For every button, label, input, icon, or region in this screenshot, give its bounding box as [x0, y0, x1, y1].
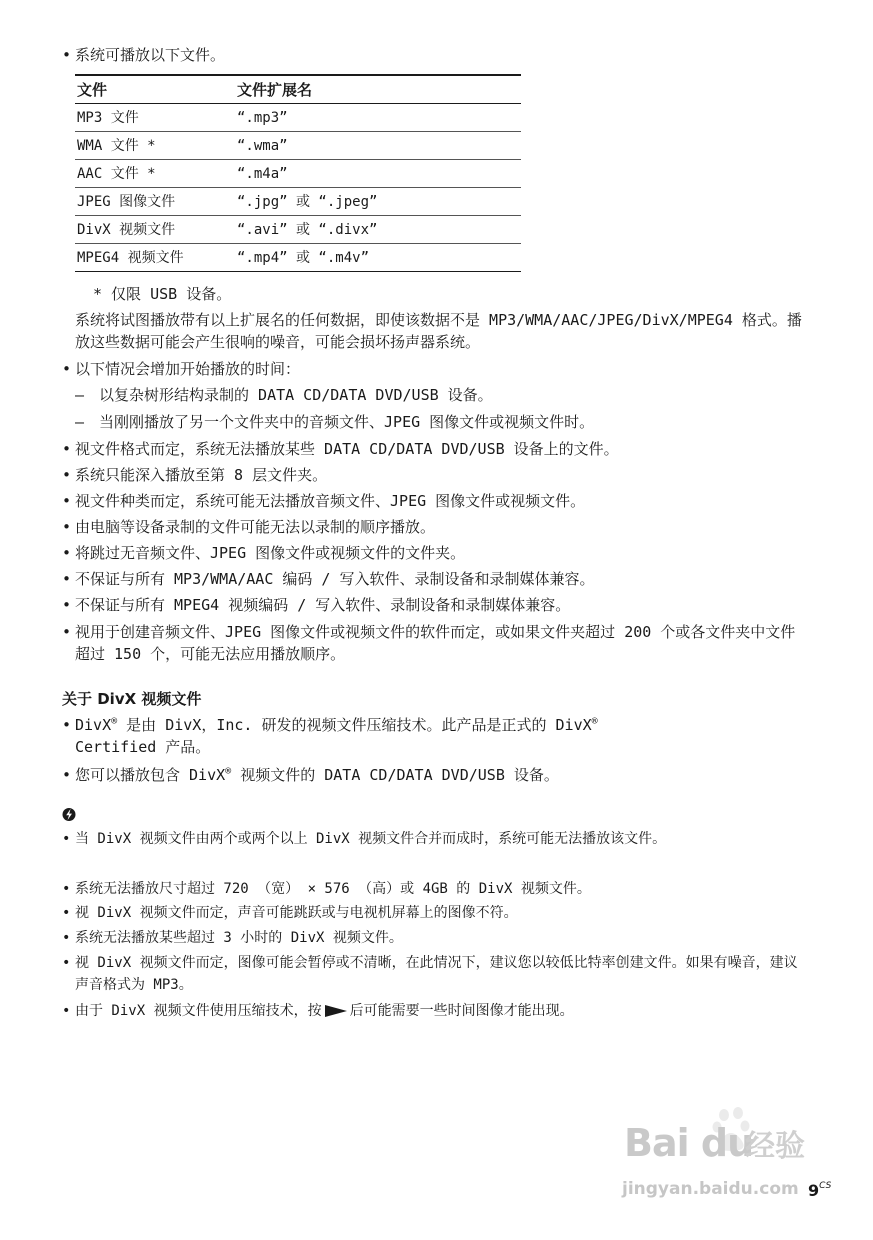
watermark-brand-cn: 经验: [745, 1129, 805, 1164]
table-row: [75, 188, 521, 216]
table-cell-file: JPEG 图像文件: [75, 188, 235, 216]
table-cell-extension: “.wma”: [235, 132, 521, 160]
tip-lightning-icon: [62, 806, 76, 822]
table-footnote: * 仅限 USB 设备。: [93, 285, 232, 303]
table-row: [75, 132, 521, 160]
bullet-item: • 系统只能深入播放至第 8 层文件夹。: [62, 464, 802, 486]
table-cell-extension: “.mp3”: [235, 104, 521, 132]
table-cell-extension: “.avi” 或 “.divx”: [235, 216, 521, 244]
tip-item: • 系统无法播放尺寸超过 720 （宽） × 576 （高）或 4GB 的 DivX 视频文件。: [62, 878, 802, 900]
registered-mark: ®: [225, 766, 232, 777]
bullet-item: • 不保证与所有 MP3/WMA/AAC 编码 / 写入软件、录制设备和录制媒体兼容。: [62, 568, 802, 590]
tip-item: • 系统无法播放某些超过 3 小时的 DivX 视频文件。: [62, 927, 802, 949]
table-header-row: [75, 75, 521, 104]
bullet-item: • 视用于创建音频文件、JPEG 图像文件或视频文件的软件而定，或如果文件夹超过 200 个或各文件夹中文件超过 150 个，可能无法应用播放顺序。: [62, 621, 802, 665]
dash-item: – 当刚刚播放了另一个文件夹中的音频文件、JPEG 图像文件或视频文件时。: [75, 413, 595, 431]
dash-marker: –: [75, 413, 85, 431]
watermark-brand: Bai du: [624, 1121, 754, 1165]
table-header-extension: 文件扩展名: [235, 75, 521, 104]
playback-time-bullet: • 以下情况会增加开始播放的时间：: [62, 358, 802, 380]
table-cell-file: WMA 文件 *: [75, 132, 235, 160]
registered-mark: ®: [111, 716, 118, 727]
bullet-item: • 视文件格式而定，系统无法播放某些 DATA CD/DATA DVD/USB 设备上的文件。: [62, 438, 802, 460]
play-icon: [325, 1005, 347, 1017]
divx-bullet: • DivX® 是由 DivX，Inc. 研发的视频文件压缩技术。此产品是正式的 DivX® Certified 产品。: [62, 714, 802, 758]
table-cell-extension: “.m4a”: [235, 160, 521, 188]
intro-paragraph: 系统将试图播放带有以上扩展名的任何数据，即使该数据不是 MP3/WMA/AAC/JPEG/DivX/MPEG4 格式。播放这些数据可能会产生很响的噪音，可能会损坏扬声器系统。: [75, 311, 802, 351]
bullet-item: • 不保证与所有 MPEG4 视频编码 / 写入软件、录制设备和录制媒体兼容。: [62, 594, 802, 616]
table-row: [75, 244, 521, 272]
bullet-item: • 视文件种类而定，系统可能无法播放音频文件、JPEG 图像文件或视频文件。: [62, 490, 802, 512]
table-cell-file: AAC 文件 *: [75, 160, 235, 188]
table-row: [75, 104, 521, 132]
intro-bullet: • 系统可播放以下文件。: [62, 44, 802, 66]
bullet-item: • 将跳过无音频文件、JPEG 图像文件或视频文件的文件夹。: [62, 542, 802, 564]
table-row: [75, 216, 521, 244]
file-type-table: [75, 74, 521, 272]
tip-item: • 当 DivX 视频文件由两个或两个以上 DivX 视频文件合并而成时，系统可能无法播放该文件。: [62, 828, 802, 850]
watermark-url: jingyan.baidu.com: [622, 1179, 799, 1199]
table-cell-file: DivX 视频文件: [75, 216, 235, 244]
tip-item: • 视 DivX 视频文件而定，图像可能会暂停或不清晰，在此情况下，建议您以较低比特率创建文件。如果有噪音，建议声音格式为 MP3。: [62, 952, 802, 996]
divx-section-heading: 关于 DivX 视频文件: [62, 690, 202, 708]
divx-bullet: • 您可以播放包含 DivX® 视频文件的 DATA CD/DATA DVD/USB 设备。: [62, 764, 802, 786]
table-cell-file: MP3 文件: [75, 104, 235, 132]
table-cell-extension: “.jpg” 或 “.jpeg”: [235, 188, 521, 216]
dash-marker: –: [75, 386, 85, 404]
page-number: $9^{CS}$: [808, 1181, 832, 1200]
dash-item: – 以复杂树形结构录制的 DATA CD/DATA DVD/USB 设备。: [75, 386, 493, 404]
registered-mark: ®: [591, 716, 598, 727]
bullet-item: • 由电脑等设备录制的文件可能无法以录制的顺序播放。: [62, 516, 802, 538]
tip-item: • 由于 DivX 视频文件使用压缩技术，按 后可能需要一些时间图像才能出现。: [62, 1000, 802, 1022]
page-language-suffix: CS: [819, 1181, 832, 1191]
table-row: [75, 160, 521, 188]
table-cell-file: MPEG4 视频文件: [75, 244, 235, 272]
table-header-file: 文件: [75, 75, 235, 104]
table-cell-extension: “.mp4” 或 “.m4v”: [235, 244, 521, 272]
tip-item: • 视 DivX 视频文件而定，声音可能跳跃或与电视机屏幕上的图像不符。: [62, 902, 802, 924]
